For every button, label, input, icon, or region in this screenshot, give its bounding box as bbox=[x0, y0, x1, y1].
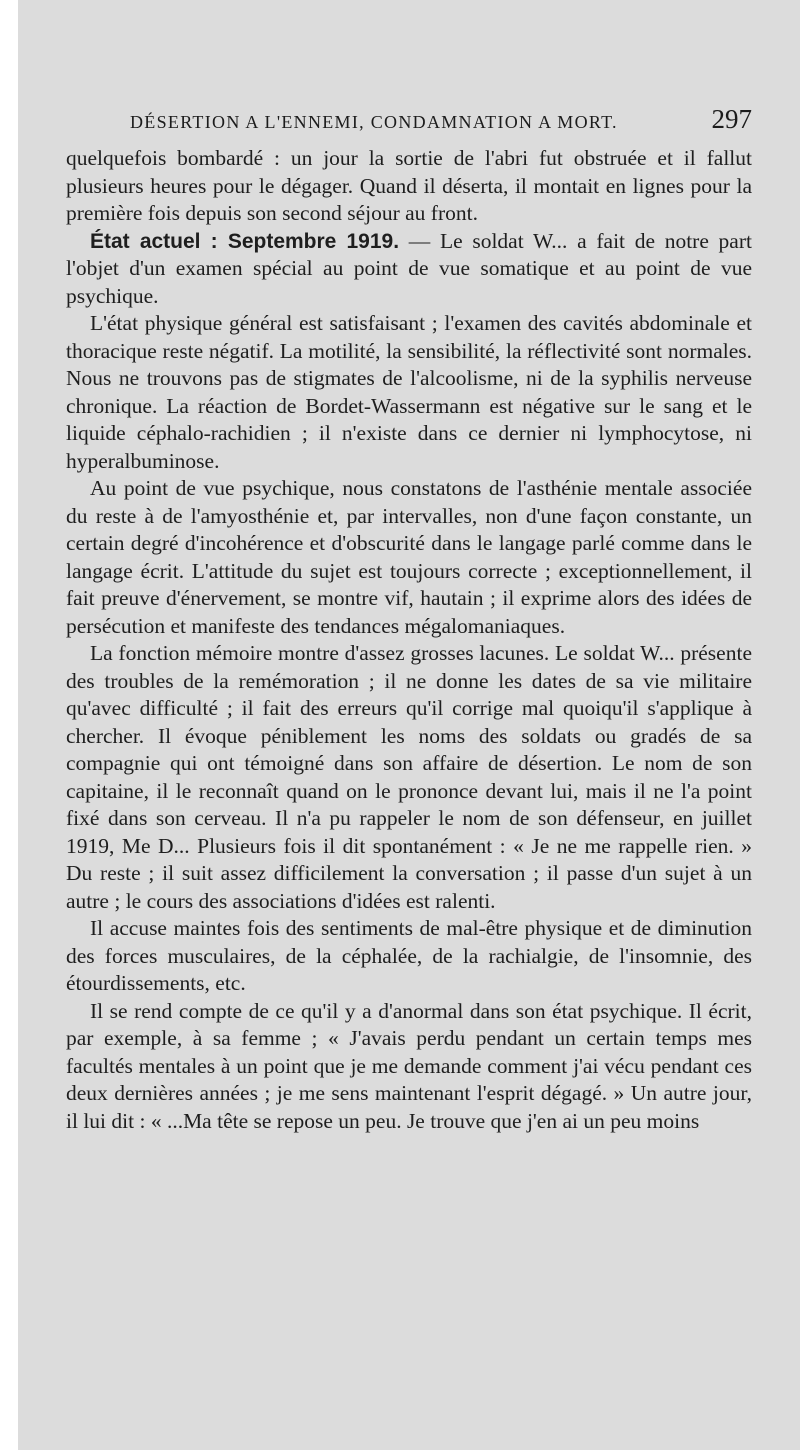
paragraph: La fonction mémoire montre d'assez grosses lacunes. Le soldat W... présente des troubles de la remémoration ; il ne donne les dates de sa vie militaire qu'avec difficulté ; il fait des erreurs qu'il corrige mal quoiqu'il s'applique à chercher. Il évoque péniblement les noms des soldats ou gradés de sa compagnie qui ont témoigné dans son affaire de désertion. Le nom de son capitaine, il le reconnaît quand on le prononce devant lui, mais il ne l'a point fixé dans son cerveau. Il n'a pu rappeler le nom de son défenseur, en juillet 1919, Me D... Plusieurs fois il dit spontanément : « Je ne me rappelle rien. » Du reste ; il suit assez difficilement la conversation ; il passe d'un sujet à un autre ; le cours des associations d'idées est ralenti. bbox=[66, 641, 752, 913]
paragraph: Au point de vue psychique, nous constatons de l'asthénie mentale associée du reste à de l'amyosthénie et, par intervalles, non d'une façon constante, un certain degré d'incohérence et d'obscurité dans le langage parlé comme dans le langage écrit. L'attitude du sujet est toujours correcte ; exceptionnellement, il fait preuve d'énervement, se montre vif, hautain ; il exprime alors des idées de persécution et manifeste des tendances mégalomaniaques. bbox=[66, 476, 752, 638]
page-margin-edge bbox=[0, 0, 18, 1450]
paragraph-etat-actuel bbox=[66, 228, 752, 311]
section-heading: État actuel : Septembre 1919. bbox=[90, 229, 400, 253]
page-header bbox=[60, 104, 760, 144]
page-number: 297 bbox=[711, 104, 752, 134]
paragraph: Il se rend compte de ce qu'il y a d'anormal dans son état psychique. Il écrit, par exemple, à sa femme ; « J'avais perdu pendant un certain temps mes facultés mentales à un point que je me demande comment j'ai vécu pendant ces deux dernières années ; je me sens maintenant l'esprit dégagé. » Un autre jour, il lui dit : « ...Ma tête se repose un peu. Je trouve que j'en ai un peu moins bbox=[66, 998, 752, 1133]
running-title: DÉSERTION A L'ENNEMI, CONDAMNATION A MORT. bbox=[130, 112, 618, 132]
paragraph: Il accuse maintes fois des sentiments de mal-être physique et de diminution des forces musculaires, de la céphalée, de la rachialgie, de l'insomnie, des étourdissements, etc. bbox=[66, 916, 752, 995]
paragraph: quelquefois bombardé : un jour la sortie de l'abri fut obstruée et il fallut plusieurs heures pour le dégager. Quand il déserta, il montait en lignes pour la première fois depuis son second séjour au front. bbox=[66, 146, 752, 225]
paragraph: L'état physique général est satisfaisant ; l'examen des cavités abdominale et thoracique reste négatif. La motilité, la sensibilité, la réflectivité sont normales. Nous ne trouvons pas de stigmates de l'alcoolisme, ni de la syphilis nerveuse chronique. La réaction de Bordet-Wassermann est négative sur le sang et le liquide céphalo-rachidien ; il n'existe dans ce dernier ni lymphocytose, ni hyperalbuminose. bbox=[66, 311, 752, 473]
body-text bbox=[66, 145, 752, 1135]
paragraph-text: — Le soldat W... a fait de notre part l'objet d'un examen spécial au point de vue somatique et au point de vue psychique. bbox=[66, 228, 752, 308]
